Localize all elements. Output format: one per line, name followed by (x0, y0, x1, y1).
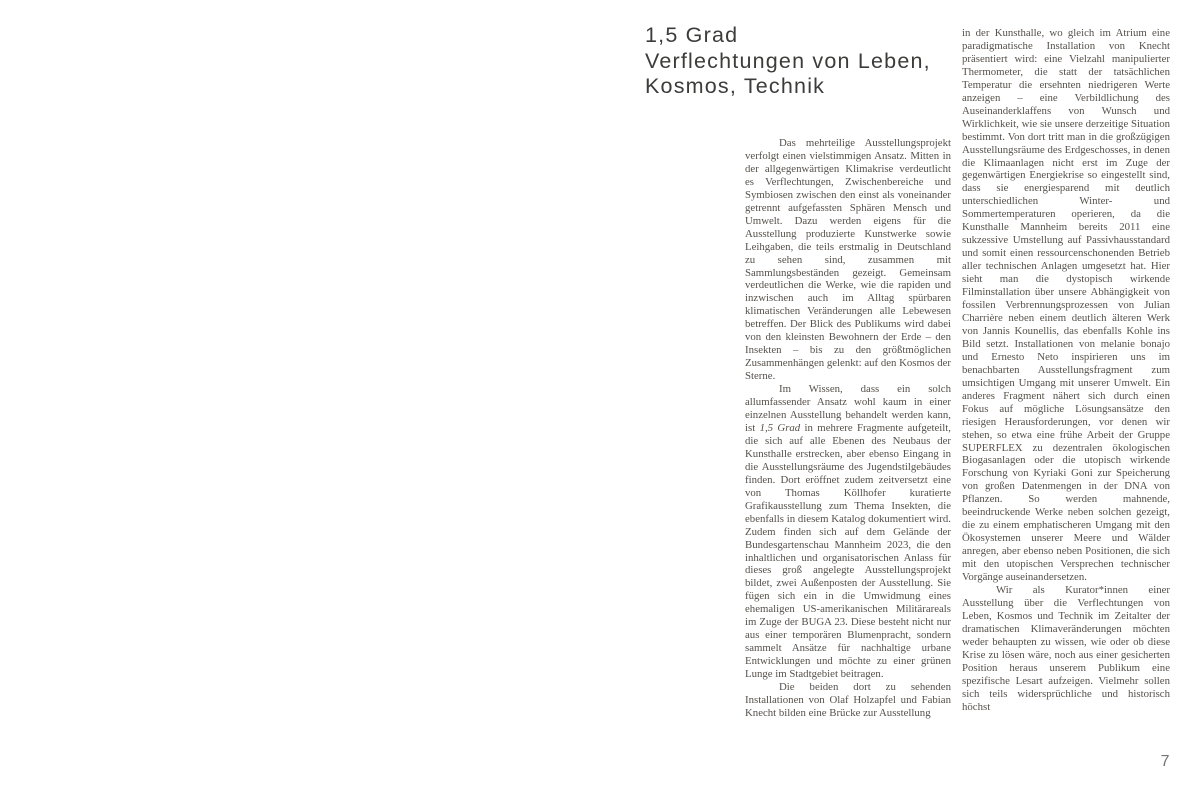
text-column-1 (745, 137, 951, 720)
text-column-2 (962, 27, 1170, 714)
page-title-line-3: Kosmos, Technik (645, 74, 826, 98)
text-run: Wir als Kurator*innen einer Ausstellung über die Verflechtungen von Leben, Kosmos und Technik im Zeitalter der dramatischen Klimaveränderungen möchten weder behaupten zu wissen, wie oder ob diese Krise zu lösen wäre, noch aus einer gesicherten Position heraus unserem Publikum eine spezifische Lesart aufzeigen. Vielmehr sollen sich teils widersprüchliche und historisch höchst (962, 583, 1170, 713)
text-run: in der Kunsthalle, wo gleich im Atrium eine paradigmatische Installation von Knecht präsentiert wird: eine Vielzahl manipulierter Thermometer, die statt der tatsächlichen Temperatur die ersehnten niedrigeren Werte anzeigen – eine Verbildlichung des Auseinanderklaffens von Wunsch und Wirklichkeit, wie sie unsere derzeitige Situation bestimmt. Von dort tritt man in die großzügigen Ausstellungsräume des Erdgeschosses, in denen die Klimaanlagen nicht erst im Zuge der gegenwärtigen Energiekrise so eingestellt sind, dass sie energiesparend mit deutlich unterschiedlichen Winter- und Sommertemperaturen operieren, da die Kunsthalle Mannheim bereits 2011 eine sukzessive Umstellung auf Passivhausstandard und somit einen ressourcenschonenden Betrieb aller technischen Anlagen umgesetzt hat. Hier sieht man die dystopisch wirkende Filminstallation über unsere Abhängigkeit von fossilen Verbrennungsprozessen von Julian Charrière neben einem deutlich älteren Werk von Jannis Kounellis, das ebenfalls Kohle ins Bild setzt. Installationen von melanie bonajo und Ernesto Neto inspirieren uns im benachbarten Ausstellungsfragment zum umsichtigen Umgang mit unserer Umwelt. Ein anderes Fragment nähert sich durch einen Fokus auf mögliche Lösungsansätze den riesigen Herausforderungen, vor denen wir stehen, so etwa eine frühe Arbeit der Gruppe SUPERFLEX zu dezentralen ökologischen Biogasanlagen oder die utopisch wirkende Forschung von Kyriaki Goni zur Speicherung von großen Datenmengen in der DNA von Pflanzen. So werden mahnende, beeindruckende Werke neben solchen gezeigt, die zu einem emphatischeren Umgang mit den Ökosystemen unserer Meere und Wälder anregen, aber ebenso neben Positionen, die sich mit den utopischen Versprechen technischer Vorgänge auseinandersetzen. (962, 27, 1170, 584)
page-title (645, 23, 975, 100)
text-run: in mehrere Fragmente aufgeteilt, die sich auf alle Ebenen des Neubaus der Kunsthalle erstrecken, aber ebenso Eingang in die Ausstellungsräume des Jugendstilgebäudes finden. Dort eröffnet zudem zeitversetzt eine von Thomas Köllhofer kuratierte Grafikausstellung zum Thema Insekten, die ebenfalls in diesem Katalog dokumentiert wird. Zudem finden sich auf dem Gelände der Bundesgartenschau Mannheim 2023, die den inhaltlichen und organisatorischen Anlass für dieses groß angelegte Ausstellungsprojekt bildet, zwei Außenposten der Ausstellung. Sie fügen sich ein in die Umwidmung eines ehemaligen US-amerikanischen Militärareals im Zuge der BUGA 23. Diese besteht nicht nur aus einer temporären Blumenpracht, sondern sammelt Ansätze für nachhaltige urbane Entwicklungen und möchte zu einer grünen Lunge im Stadtgebiet beitragen. (745, 421, 951, 681)
text-run: Die beiden dort zu sehenden Installationen von Olaf Holzapfel und Fabian Knecht bilden eine Brücke zur Ausstellung (745, 681, 951, 719)
text-run: Im Wissen, dass ein solch allumfassender Ansatz wohl kaum in einer einzelnen Ausstellung behandelt werden kann, ist (745, 383, 951, 434)
page-title-line-1: 1,5 Grad (645, 23, 739, 47)
page-title-line-2: Verflechtungen von Leben, (645, 48, 931, 73)
italic-text-run: 1,5 Grad (759, 421, 801, 434)
paragraph (745, 383, 951, 681)
text-run: Das mehrteilige Ausstellungsprojekt verfolgt einen vielstimmigen Ansatz. Mitten in der allgegenwärtigen Klimakrise verdeutlicht es Verflechtungen, Zwischenbereiche und Symbiosen zwischen den einst als voneinander getrennt aufgefassten Sphären Mensch und Umwelt. Dazu werden eigens für die Ausstellung produzierte Kunstwerke sowie Leihgaben, die teils erstmalig in Deutschland zu sehen sind, zusammen mit Sammlungsbeständen gezeigt. Gemeinsam verdeutlichen die Werke, wie die rapiden und inzwischen auch im Alltag spürbaren klimatischen Veränderungen alle Lebewesen betreffen. Der Blick des Publikums wird dabei von den kleinsten Bewohnern der Erde – den Insekten – bis zu den größtmöglichen Zusammenhängen gelenkt: auf den Kosmos der Sterne. (745, 137, 951, 383)
paragraph (962, 27, 1170, 584)
paragraph (962, 584, 1170, 714)
paragraph (745, 681, 951, 720)
paragraph (745, 137, 951, 383)
page-number: 7 (1160, 753, 1170, 770)
